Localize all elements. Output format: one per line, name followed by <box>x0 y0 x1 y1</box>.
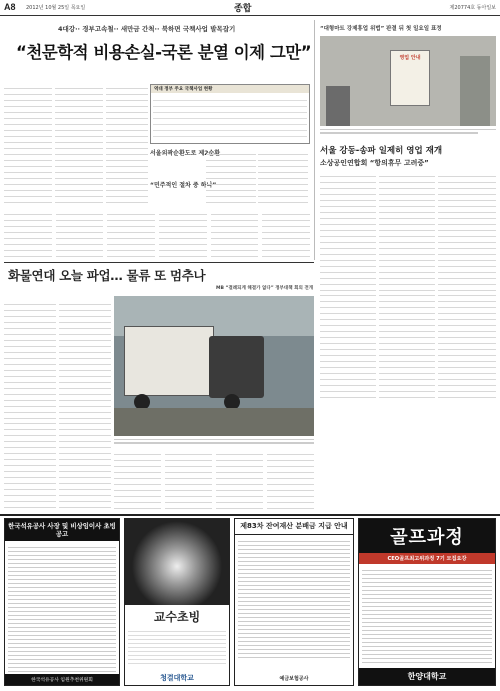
issue-number: 제20774호 동아일보 <box>449 5 496 11</box>
story3-headline: 화물연대 오늘 파업… 물류 또 멈추나 <box>8 268 206 283</box>
ad-faculty <box>124 518 230 686</box>
story1-kicker: 4대강·· 경부고속철·· 새만금 간척·· 북하면 국책사업 발목잡기 <box>58 25 236 33</box>
ad4-sub: CEO골프최고위과정 7기 모집요강 <box>359 553 495 564</box>
ad2-title: 교수초빙 <box>153 610 201 624</box>
ad1-body <box>8 544 116 672</box>
ad3-title: 제83차 잔여재산 분배금 지급 안내 <box>235 519 353 535</box>
story2-body-col3 <box>438 172 496 402</box>
story3-subhead: MB “결례되게 해결가 없다” 정부대책 회의 전개 <box>216 286 314 291</box>
story2-caption <box>320 128 496 138</box>
column-divider <box>314 20 315 260</box>
story3-body-col2 <box>59 300 111 510</box>
truck-photo <box>114 296 314 436</box>
ad4-title: 골프과정 <box>359 519 495 553</box>
ad2-school: 청결대학교 <box>160 674 194 682</box>
ad4-footer: 한양대학교 <box>359 668 495 685</box>
story1-body-col2 <box>55 84 103 204</box>
table-title: 역대 정부 주요 국책사업 현황 <box>151 85 309 93</box>
store-photo <box>320 36 496 126</box>
story2-body-col1 <box>320 172 376 402</box>
ad4-body <box>362 567 492 665</box>
story1-callout2: “민주적인 절차 중 하나” <box>150 182 217 189</box>
ad2-photo <box>125 519 229 605</box>
projects-table <box>150 84 310 144</box>
story1-callout1: 서울외곽순환도로 제2순환 <box>150 150 221 157</box>
closing-sign <box>390 50 430 106</box>
truck-container <box>124 326 214 396</box>
section-title: 종합 <box>234 4 252 14</box>
ad-kdic <box>234 518 354 686</box>
story2-headline: 서울 강동-송파 일제히 영업 재개 <box>320 146 443 156</box>
table-rows <box>153 95 307 141</box>
ad3-body <box>238 538 350 658</box>
truck-caption <box>114 438 314 448</box>
story3-body-lower <box>114 450 314 510</box>
sign-title: 영업 안내 <box>399 55 421 61</box>
ad-divider <box>0 514 500 516</box>
story1-body-lower <box>4 210 310 260</box>
story2-body-col2 <box>379 172 435 402</box>
ad-knoc <box>4 518 120 686</box>
photo-ground <box>114 408 314 436</box>
ad2-body <box>128 628 226 666</box>
store-shelf <box>460 56 490 126</box>
page-number: A8 <box>4 2 16 12</box>
story1-headline: “천문학적 비용손실-국론 분열 이제 그만” <box>16 43 312 61</box>
story2-kicker: “대형마트 강제휴업 위법” 판결 뒤 첫 일요일 표정 <box>320 26 442 32</box>
story-divider <box>4 262 314 263</box>
story1-body-col3 <box>106 84 148 204</box>
story1-body-col5 <box>258 150 308 205</box>
page-header <box>0 0 500 16</box>
story2-subhead: 소상공인연합회 “항의휴무 고려중” <box>320 159 429 167</box>
ad1-footer: 한국석유공사 임원추천위원회 <box>5 674 119 685</box>
ad3-footer: 예금보험공사 <box>279 676 309 682</box>
story1-body-col1 <box>4 84 52 204</box>
person-figure <box>326 86 350 126</box>
truck-cab <box>209 336 264 398</box>
ad1-title: 한국석유공사 사장 및 비상임이사 초빙 공고 <box>5 519 119 541</box>
story3-body-col1 <box>4 300 56 510</box>
issue-date: 2012년 10월 25일 목요일 <box>26 5 86 11</box>
ad-golf <box>358 518 496 686</box>
story1-body-col4 <box>206 150 256 205</box>
